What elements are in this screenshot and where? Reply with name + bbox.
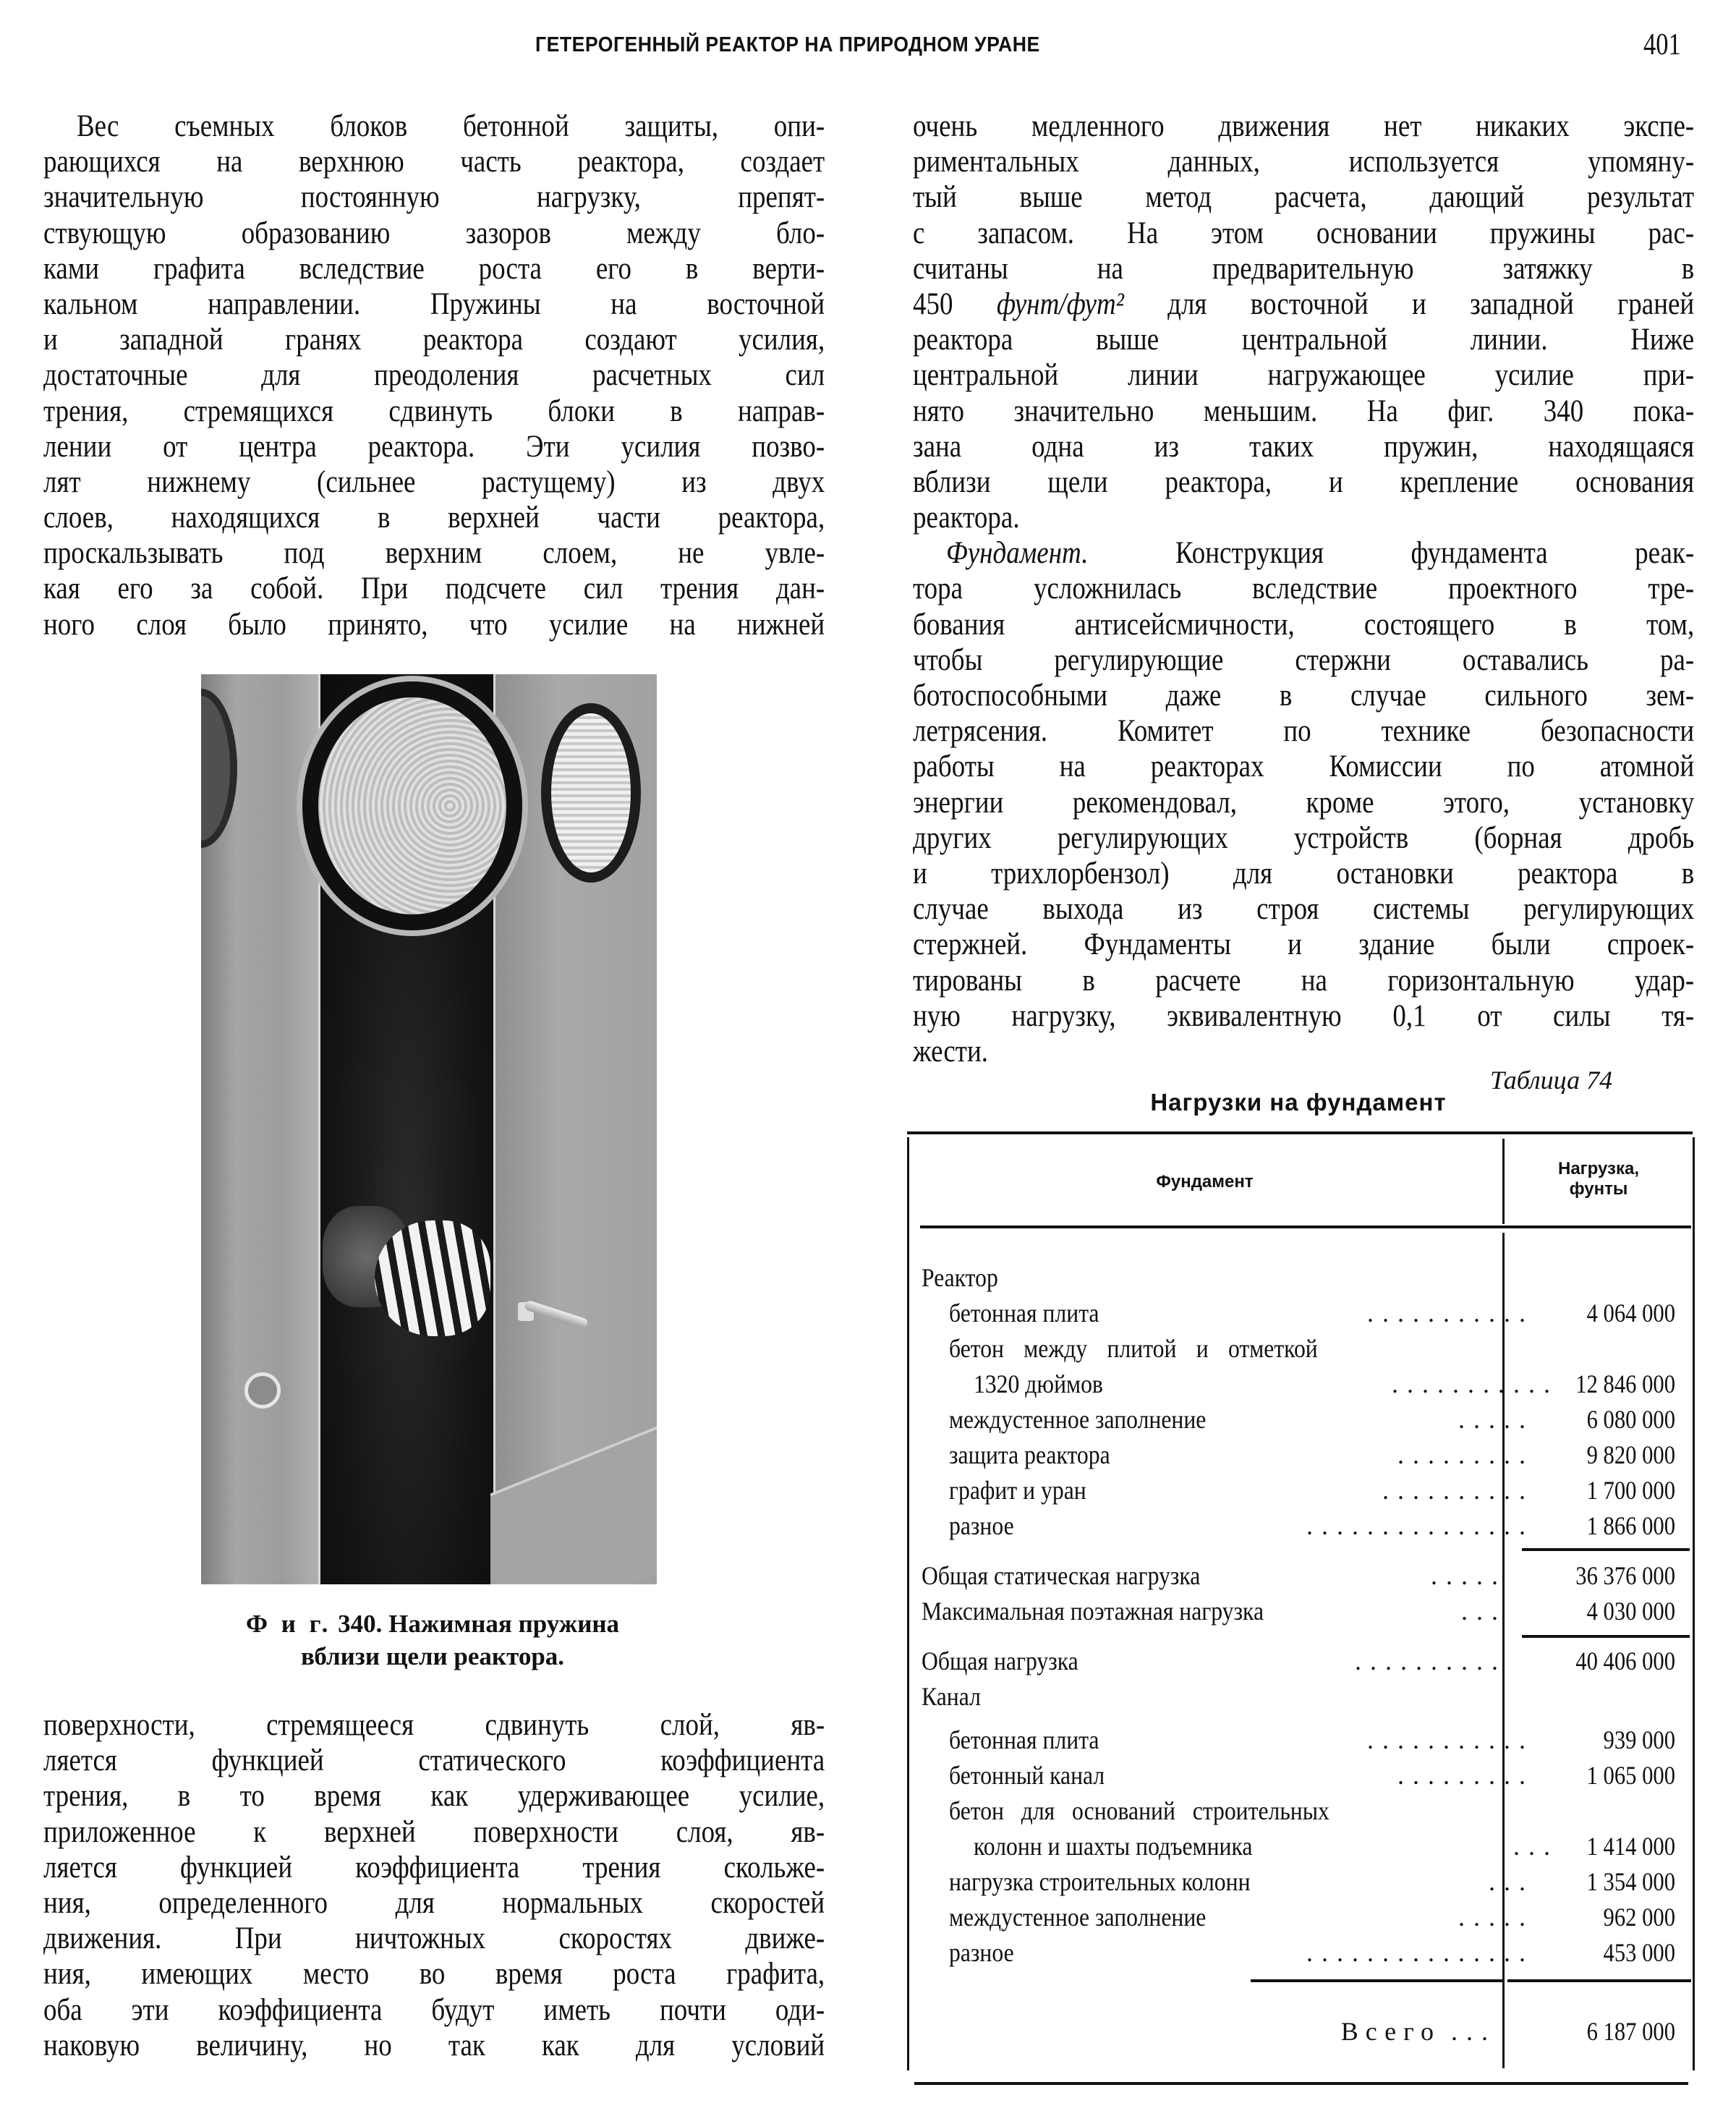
table-row: междустенное заполнение ..... 962 000 (949, 1903, 1675, 1932)
text-line: жести. (913, 1034, 989, 1069)
running-title: ГЕТЕРОГЕННЫЙ РЕАКТОР НА ПРИРОДНОМ УРАНЕ (535, 33, 1040, 56)
text-line: тора усложнилась вследствие проектного тре- (913, 572, 1695, 606)
table-number: Таблица 74 (1490, 1066, 1613, 1095)
table-bottom-rule (914, 2082, 1688, 2085)
text-line: ного слоя было принято, что усилие на нижней (43, 607, 825, 642)
table-row: нагрузка строительных колонн ... 1 354 000 (949, 1867, 1675, 1896)
table-row: бетонный канал ......... 1 065 000 (949, 1761, 1675, 1790)
left-column-top (43, 109, 825, 642)
table-right-border (1693, 1137, 1695, 2070)
text-line: ствующую образованию зазоров между бло- (43, 216, 825, 250)
figure-label: Ф и г. (245, 1610, 332, 1638)
text-line: рающихся на верхнюю часть реактора, создает (43, 145, 825, 179)
table-row: междустенное заполнение ..... 6 080 000 (949, 1405, 1675, 1434)
figure-photo-spring (201, 674, 657, 1584)
text-line: стержней. Фундаменты и здание были спроек- (913, 927, 1695, 962)
text-line: нято значительно меньшим. На фиг. 340 пока- (913, 394, 1695, 428)
total-rule-left (1251, 1979, 1502, 1982)
table-row-grand-total: Всего ... 6 187 000 (907, 2014, 1693, 2049)
table-row: защита реактора ......... 9 820 000 (949, 1440, 1675, 1469)
text-line: Вес съемных блоков бетонной защиты, опи- (77, 109, 825, 143)
text-line: центральной линии нагружающее усилие при- (913, 358, 1695, 393)
table-row: бетон для оснований строительных (949, 1796, 1329, 1825)
text-line: работы на реакторах Комиссии по атомной (913, 749, 1695, 784)
text-line: кая его за собой. При подсчете сил трения дан- (43, 572, 825, 606)
text-line: лении от центра реактора. Эти усилия позво- (43, 429, 825, 464)
figure-caption-line1: Нажимная пружина (388, 1610, 620, 1638)
text-line: чтобы регулирующие стержни оставались ра- (913, 642, 1695, 677)
text-line: трения, в то время как удерживающее усилие, (43, 1779, 825, 1814)
text-line: энергии рекомендовал, кроме этого, установку (913, 785, 1695, 820)
text-line: с запасом. На этом основании пружины рас- (913, 216, 1695, 250)
text-line: значительную постоянную нагрузку, препят- (43, 180, 825, 215)
figure-number: 340. (338, 1610, 383, 1638)
text-line: кальном направлении. Пружины на восточной (43, 286, 825, 321)
text-line: тированы в расчете на горизонтальную удар- (913, 963, 1695, 998)
left-column-bottom (43, 1707, 825, 2063)
text-line: ния, имеющих место во время роста графита, (43, 1957, 825, 1992)
text-line: 450 фунт/фут² для восточной и западной граней (913, 286, 1695, 321)
text-line: оба эти коэффициента будут иметь почти оди- (43, 1992, 825, 2027)
text-line: других регулирующих устройств (борная дробь (913, 820, 1695, 855)
table-header-rule (920, 1225, 1691, 1228)
table-row: разное ............... 1 866 000 (949, 1511, 1675, 1540)
column-header-load: Нагрузка, фунты (1557, 1159, 1639, 1199)
text-line: лят нижнему (сильнее растущему) из двух (43, 464, 825, 499)
text-line: реактора выше центральной линии. Ниже (913, 323, 1695, 357)
photo-compression-spring (375, 1220, 490, 1336)
text-line: ботоспособными даже в случае сильного зем- (913, 679, 1695, 713)
units-text: фунт/фут² (996, 286, 1124, 321)
text-line: очень медленного движения нет никаких экспе- (913, 109, 1695, 143)
table-row: Максимальная поэтажная нагрузка ... 4 030 000 (922, 1597, 1675, 1626)
text-line: и трихлорбензол) для остановки реактора в (913, 856, 1695, 891)
total-label: Всего (1340, 2017, 1441, 2046)
table-title: Нагрузки на фундамент (1150, 1089, 1447, 1116)
text-line: ляется функцией коэффициента трения скольже- (43, 1850, 825, 1885)
photo-coil-top (302, 681, 522, 930)
page-number: 401 (1643, 28, 1681, 61)
table-row: 1320 дюймов ........... 12 846 000 (974, 1369, 1675, 1398)
text-line: слоев, находящихся в верхней части реактора, (43, 501, 825, 535)
text-line: летрясения. Комитет по технике безопасности (913, 714, 1695, 749)
table-row: бетонная плита ........... 4 064 000 (949, 1299, 1675, 1328)
table-row: графит и уран .......... 1 700 000 (949, 1476, 1675, 1505)
text-line: движения. При ничтожных скоростях движе- (43, 1921, 825, 1956)
total-rule-right (1507, 1979, 1691, 1982)
column-header-foundation: Фундамент (1156, 1172, 1254, 1191)
photo-stud (244, 1372, 281, 1409)
text-line: ную нагрузку, эквивалентную 0,1 от силы тя- (913, 998, 1695, 1033)
text-line: проскальзывать под верхним слоем, не увле- (43, 536, 825, 571)
table-row: разное ............... 453 000 (949, 1938, 1675, 1967)
text-line: поверхности, стремящееся сдвинуть слой, яв- (43, 1708, 825, 1742)
table-row: колонн и шахты подъемника ... 1 414 000 (974, 1832, 1675, 1861)
text-line: наковую величину, но так как для условий (43, 2028, 825, 2063)
running-head (0, 30, 1736, 67)
text-line: риментальных данных, используется упомяну- (913, 145, 1695, 179)
table-top-rule (907, 1131, 1693, 1134)
text-line: считаны на предварительную затяжку в (913, 251, 1695, 286)
text-line: реактора. (913, 501, 1020, 535)
table-row: бетонная плита ........... 939 000 (949, 1725, 1675, 1754)
text-line: ляется функцией статического коэффициента (43, 1743, 825, 1778)
table-row-subtotal: Общая статическая нагрузка ..... 36 376 000 (922, 1561, 1675, 1590)
text-line: случае выхода из строя системы регулирующих (913, 892, 1695, 927)
figure-caption (203, 1607, 663, 1673)
table-row: Канал (922, 1682, 981, 1711)
text-line: ния, определенного для нормальных скоростей (43, 1885, 825, 1920)
text-line: зана одна из таких пружин, находящаяся (913, 429, 1695, 464)
right-column (913, 109, 1694, 1069)
subtotal-rule (1522, 1635, 1690, 1638)
text-line: тый выше метод расчета, дающий результат (913, 180, 1695, 215)
photo-ring-right (541, 703, 641, 883)
section-first-line: Фундамент. Конструкция фундамента реак- (946, 536, 1695, 571)
loads-table (907, 1131, 1697, 2107)
text-line: вблизи щели реактора, и крепление основания (913, 464, 1695, 499)
text-line: трения, стремящихся сдвинуть блоки в направ- (43, 394, 825, 428)
figure-caption-line2: вблизи щели реактора. (300, 1642, 565, 1670)
text-line: достаточные для преодоления расчетных сил (43, 358, 825, 393)
preload-value: 450 (913, 286, 997, 321)
table-row: Реактор (922, 1263, 998, 1292)
text-line: бования антисейсмичности, состоящего в том, (913, 607, 1695, 642)
subtotal-rule (1522, 1548, 1690, 1551)
total-value: 6 187 000 (1586, 2017, 1675, 2046)
table-row-total-load: Общая нагрузка .......... 40 406 000 (922, 1647, 1675, 1675)
section-heading-foundation: Фундамент. (946, 536, 1089, 571)
text-line: и западной гранях реактора создают усилия, (43, 323, 825, 357)
text-line: ками графита вследствие роста его в верти- (43, 251, 825, 286)
table-row: бетон между плитой и отметкой (949, 1334, 1318, 1363)
text-line: приложенное к верхней поверхности слоя, яв- (43, 1814, 825, 1849)
